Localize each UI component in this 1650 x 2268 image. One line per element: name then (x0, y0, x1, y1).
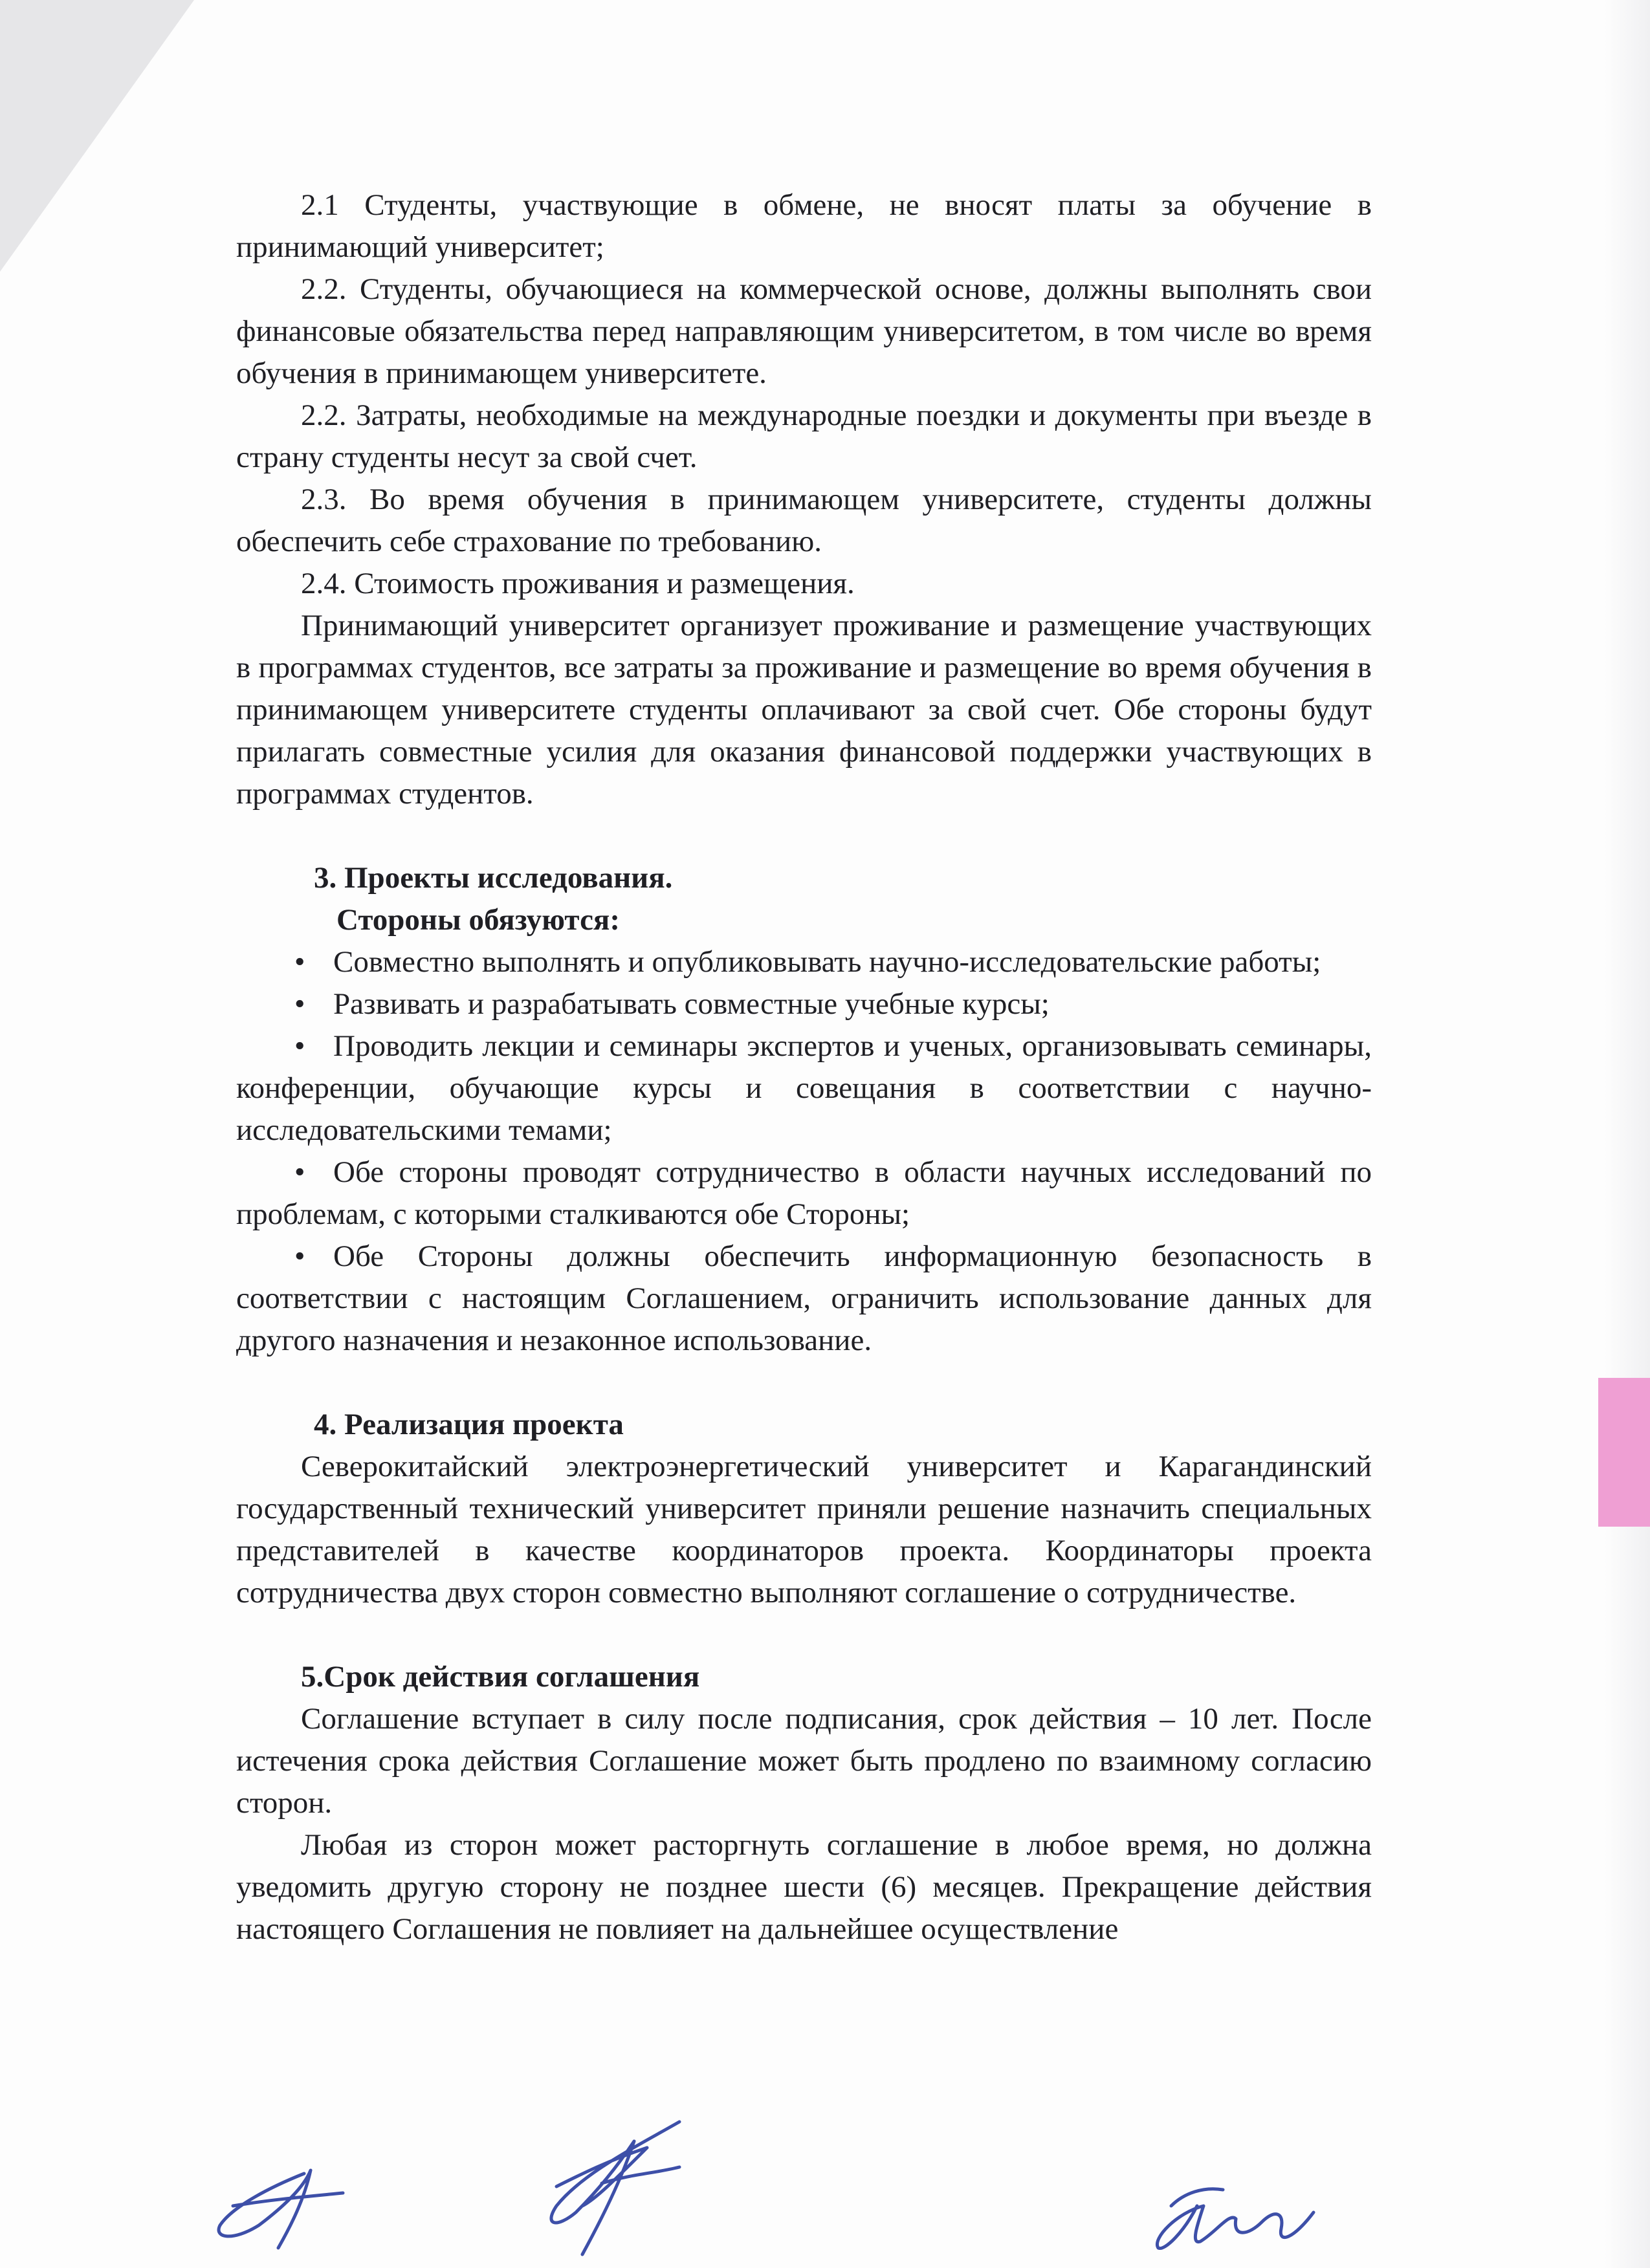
signature-1 (219, 2170, 343, 2248)
bullet-icon: • (294, 1029, 305, 1063)
document-body (236, 184, 1372, 1950)
list-item (236, 1025, 1372, 1151)
list-item (236, 1236, 1372, 1362)
bullet-icon: • (294, 945, 305, 979)
signatures (0, 2109, 1650, 2268)
scan-edge-shadow (1605, 0, 1650, 2268)
section-4-text: Северокитайский электроэнергетический университет и Карагандинский государственный технический университет приняли решение назначить специальных представителей в качестве координаторов проекта. Координаторы проекта сотрудничества двух сторон совместно выполняют соглашение о сотрудничестве. (236, 1450, 1372, 1609)
list-item (236, 983, 1372, 1025)
clause-2-3: 2.3. Во время обучения в принимающем университете, студенты должны обеспечить себе страхование по требованию. (236, 483, 1372, 558)
section-4-heading: 4. Реализация проекта (314, 1408, 624, 1441)
list-item-text: Обе Стороны должны обеспечить информационную безопасность в соответствии с настоящим Соглашением, ограничить использование данных для другого назначения и незаконное использование. (236, 1239, 1372, 1357)
bullet-icon: • (294, 987, 305, 1021)
section-5-text-1: Соглашение вступает в силу после подписания, срок действия – 10 лет. После истечения срока действия Соглашение может быть продлено по взаимному согласию сторон. (236, 1702, 1372, 1820)
clause-2-2-travel: 2.2. Затраты, необходимые на международные поездки и документы при въезде в страну студенты несут за свой счет. (236, 398, 1372, 474)
bullet-icon: • (294, 1155, 305, 1189)
spacer (236, 1362, 1372, 1404)
signature-2 (551, 2122, 679, 2254)
list-item-text: Совместно выполнять и опубликовывать научно-исследовательские работы; (333, 945, 1321, 979)
section-5-text-2: Любая из сторон может расторгнуть соглашение в любое время, но должна уведомить другую сторону не позднее шести (6) месяцев. Прекращение действия настоящего Соглашения не повлияет на дальнейшее осуществление (236, 1828, 1372, 1946)
spacer (236, 815, 1372, 857)
spacer (236, 1614, 1372, 1656)
clause-2-1: 2.1 Студенты, участвующие в обмене, не вносят платы за обучение в принимающий университет; (236, 188, 1372, 264)
list-item-text: Проводить лекции и семинары экспертов и ученых, организовывать семинары, конференции, обучающие курсы и совещания в соответствии с научно-исследовательскими темами; (236, 1029, 1372, 1147)
signature-3 (1157, 2189, 1314, 2249)
list-item-text: Развивать и разрабатывать совместные учебные курсы; (333, 987, 1050, 1021)
list-item-text: Обе стороны проводят сотрудничество в области научных исследований по проблемам, с которыми сталкиваются обе Стороны; (236, 1155, 1372, 1231)
section-3-subheading: Стороны обязуются: (336, 903, 621, 937)
bullet-icon: • (294, 1239, 305, 1273)
list-item (236, 941, 1372, 983)
clause-2-4-text: Принимающий университет организует проживание и размещение участвующих в программах студентов, все затраты за проживание и размещение во время обучения в принимающем университете студенты оплачивают за свой счет. Обе стороны будут прилагать совместные усилия для оказания финансовой поддержки участвующих в программах студентов. (236, 609, 1372, 811)
list-item (236, 1151, 1372, 1236)
section-5-heading: 5.Срок действия соглашения (301, 1660, 700, 1694)
section-3-heading: 3. Проекты исследования. (314, 861, 673, 895)
clause-2-2-commercial: 2.2. Студенты, обучающиеся на коммерческой основе, должны выполнять свои финансовые обязательства перед направляющим университетом, в том числе во время обучения в принимающем университете. (236, 272, 1372, 390)
page-fold-shadow (0, 0, 194, 272)
clause-2-4: 2.4. Стоимость проживания и размещения. (301, 567, 855, 600)
pink-tab-marker (1598, 1378, 1650, 1527)
